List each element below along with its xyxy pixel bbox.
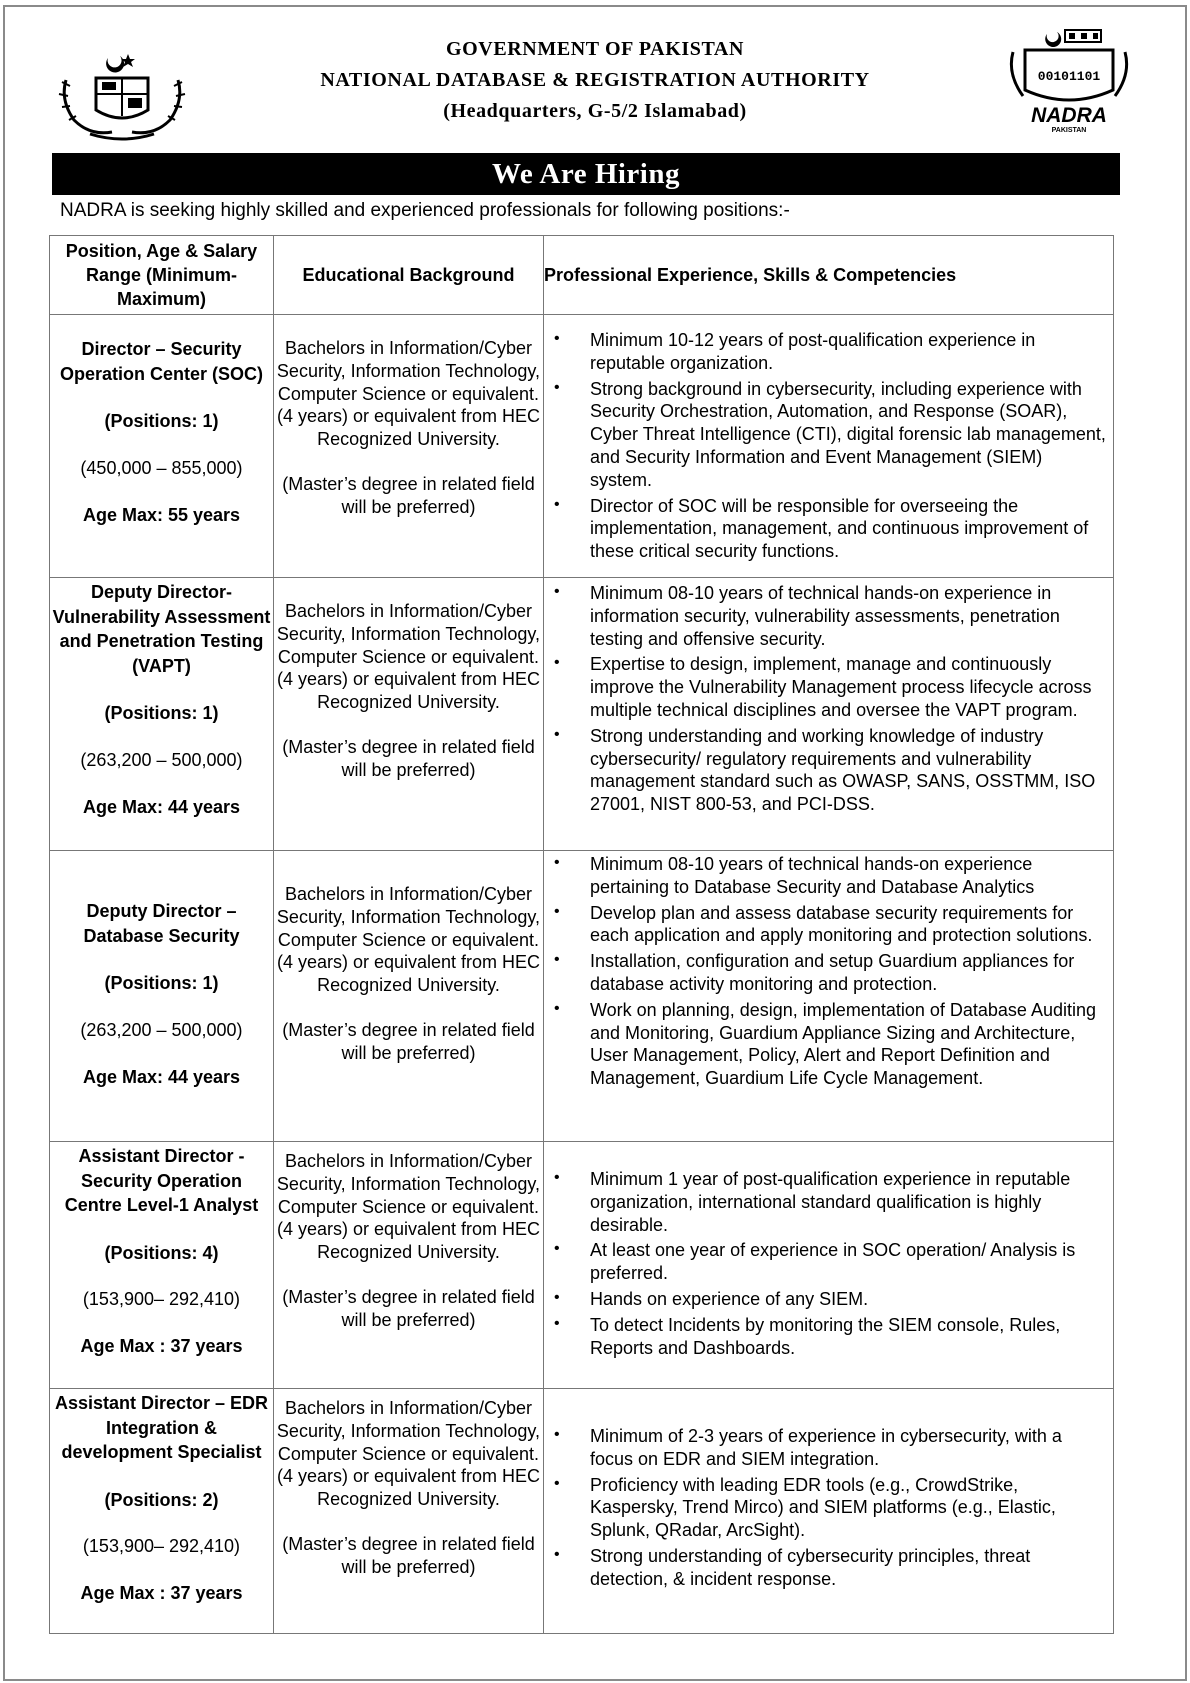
age-limit: Age Max: 55 years [82,504,241,525]
table-row [50,1142,1114,1389]
position-title: Assistant Director – EDR Integration & development Specialist [54,1393,269,1462]
experience-item: • Minimum 08-10 years of technical hands-on experience in information security, vulnerability assessments, penetration testing and offensive security. [554,583,1060,649]
position-count: (Positions: 1) [104,411,219,431]
table-header-row [50,236,1114,315]
experience-item: • To detect Incidents by monitoring the SIEM console, Rules, Reports and Dashboards. [554,1314,1061,1358]
experience-item: • Expertise to design, implement, manage and continuously improve the Vulnerability Management process lifecycle across multiple technical disciplines and oversee the VAPT program. [554,654,1092,720]
intro-text: NADRA is seeking highly skilled and experienced professionals for following positions:- [60,200,790,221]
position-cell [50,1142,274,1389]
salary-range: (153,900– 292,410) [82,1536,241,1557]
hiring-banner: We Are Hiring [52,153,1120,195]
position-title: Assistant Director - Security Operation Centre Level-1 Analyst [64,1146,259,1215]
experience-item: • At least one year of experience in SOC operation/ Analysis is preferred. [554,1240,1076,1284]
svg-text:00101101: 00101101 [1037,69,1101,84]
table-row [50,315,1114,578]
position-title: Deputy Director-Vulnerability Assessment and Penetration Testing (VAPT) [52,582,271,676]
experience-item: • Hands on experience of any SIEM. [554,1288,869,1309]
age-limit: Age Max: 44 years [82,796,241,817]
experience-item: • Work on planning, design, implementation of Database Auditing and Monitoring, Guardium Appliance Sizing and Architecture, User Management, Policy, Alert and Report Definition and Management, Guardium Life Cycle Management. [554,999,1096,1089]
education-text: Bachelors in Information/Cyber Security, Information Technology, Computer Science or equivalent. (4 years) or equivalent from HEC Recognized University. [276,338,541,450]
positions-table [49,235,1114,1634]
education-text: Bachelors in Information/Cyber Security, Information Technology, Computer Science or equivalent. (4 years) or equivalent from HEC Recognized University. [276,884,541,996]
education-cell [274,851,544,1142]
header-position: Position, Age & Salary Range (Minimum-Maximum) [50,236,274,315]
position-cell [50,315,274,578]
education-preference: (Master’s degree in related field will be preferred) [282,1533,535,1577]
education-cell [274,315,544,578]
letterhead [0,34,1190,127]
experience-item: • Strong background in cybersecurity, including experience with Security Orchestration, Automation, and Response (SOAR), Cyber Threat Intelligence (CTI), digital forensic lab management, and Security Information and Event Management (SIEM) system. [554,378,1106,490]
experience-cell [544,315,1114,578]
salary-range: (450,000 – 855,000) [80,457,243,478]
position-count: (Positions: 2) [104,1489,219,1510]
experience-item: • Minimum of 2-3 years of experience in cybersecurity, with a focus on EDR and SIEM integration. [554,1426,1062,1469]
position-cell [50,1389,274,1634]
age-limit: Age Max: 44 years [82,1066,241,1087]
experience-item: • Minimum 1 year of post-qualification experience in reputable organization, international standard qualification is highly desirable. [554,1169,1071,1235]
experience-item: • Minimum 08-10 years of technical hands-on experience pertaining to Database Security and Database Analytics [554,854,1035,897]
position-cell [50,578,274,851]
education-text: Bachelors in Information/Cyber Security, Information Technology, Computer Science or equivalent. (4 years) or equivalent from HEC Recognized University. [276,1151,541,1263]
position-count: (Positions: 1) [104,703,219,723]
education-preference: (Master’s degree in related field will be preferred) [282,736,535,780]
age-limit: Age Max : 37 years [80,1336,243,1357]
header-line-address: (Headquarters, G-5/2 Islamabad) [443,100,747,122]
header-line-authority: NATIONAL DATABASE & REGISTRATION AUTHORITY [320,69,870,91]
experience-item: • Minimum 10-12 years of post-qualification experience in reputable organization. [554,330,1036,373]
education-preference: (Master’s degree in related field will be preferred) [282,1019,535,1063]
position-title: Deputy Director – Database Security [83,901,240,946]
education-preference: (Master’s degree in related field will be preferred) [282,473,535,517]
age-limit: Age Max : 37 years [80,1583,243,1604]
header-line-government: GOVERNMENT OF PAKISTAN [445,38,745,60]
experience-cell [544,1389,1114,1634]
table-row [50,578,1114,851]
experience-item: • Strong understanding of cybersecurity principles, threat detection, & incident response. [554,1545,1031,1589]
education-cell [274,1142,544,1389]
experience-cell [544,1142,1114,1389]
table-row [50,851,1114,1142]
salary-range: (263,200 – 500,000) [80,1019,243,1040]
education-text: Bachelors in Information/Cyber Security, Information Technology, Computer Science or equivalent. (4 years) or equivalent from HEC Recognized University. [276,601,541,713]
position-count: (Positions: 4) [104,1242,219,1263]
education-preference: (Master’s degree in related field will be preferred) [282,1286,535,1330]
education-text: Bachelors in Information/Cyber Security, Information Technology, Computer Science or equivalent. (4 years) or equivalent from HEC Recognized University. [276,1398,541,1510]
experience-item: • Proficiency with leading EDR tools (e.g., CrowdStrike, Kaspersky, Trend Mirco) and SIEM platforms (e.g., Elastic, Splunk, QRadar, ArcSight). [554,1474,1056,1541]
experience-item: • Installation, configuration and setup Guardium appliances for database activity monitoring and protection. [554,951,1075,994]
position-count: (Positions: 1) [104,973,219,993]
education-cell [274,578,544,851]
experience-item: • Director of SOC will be responsible for overseeing the implementation, management, and continuous improvement of these critical security functions. [554,495,1089,562]
header-experience: Professional Experience, Skills & Competencies [544,236,1114,315]
nadra-logo-subtext: PAKISTAN [1051,127,1087,134]
education-cell [274,1389,544,1634]
nadra-logo-text: NADRA [1031,104,1107,127]
header-education: Educational Background [274,236,544,315]
position-title: Director – Security Operation Center (SOC) [59,339,264,384]
experience-item: • Strong understanding and working knowledge of industry cybersecurity/ regulatory requirements and vulnerability management standard such as OWASP, SANS, OSSTMM, ISO 27001, NIST 800-53, and PCI-DSS. [554,725,1096,815]
experience-cell [544,578,1114,851]
salary-range: (153,900– 292,410) [82,1289,241,1310]
table-row [50,1389,1114,1634]
salary-range: (263,200 – 500,000) [80,749,243,770]
experience-item: • Develop plan and assess database security requirements for each application and apply monitoring and protection solutions. [554,902,1093,946]
position-cell [50,851,274,1142]
experience-cell [544,851,1114,1142]
